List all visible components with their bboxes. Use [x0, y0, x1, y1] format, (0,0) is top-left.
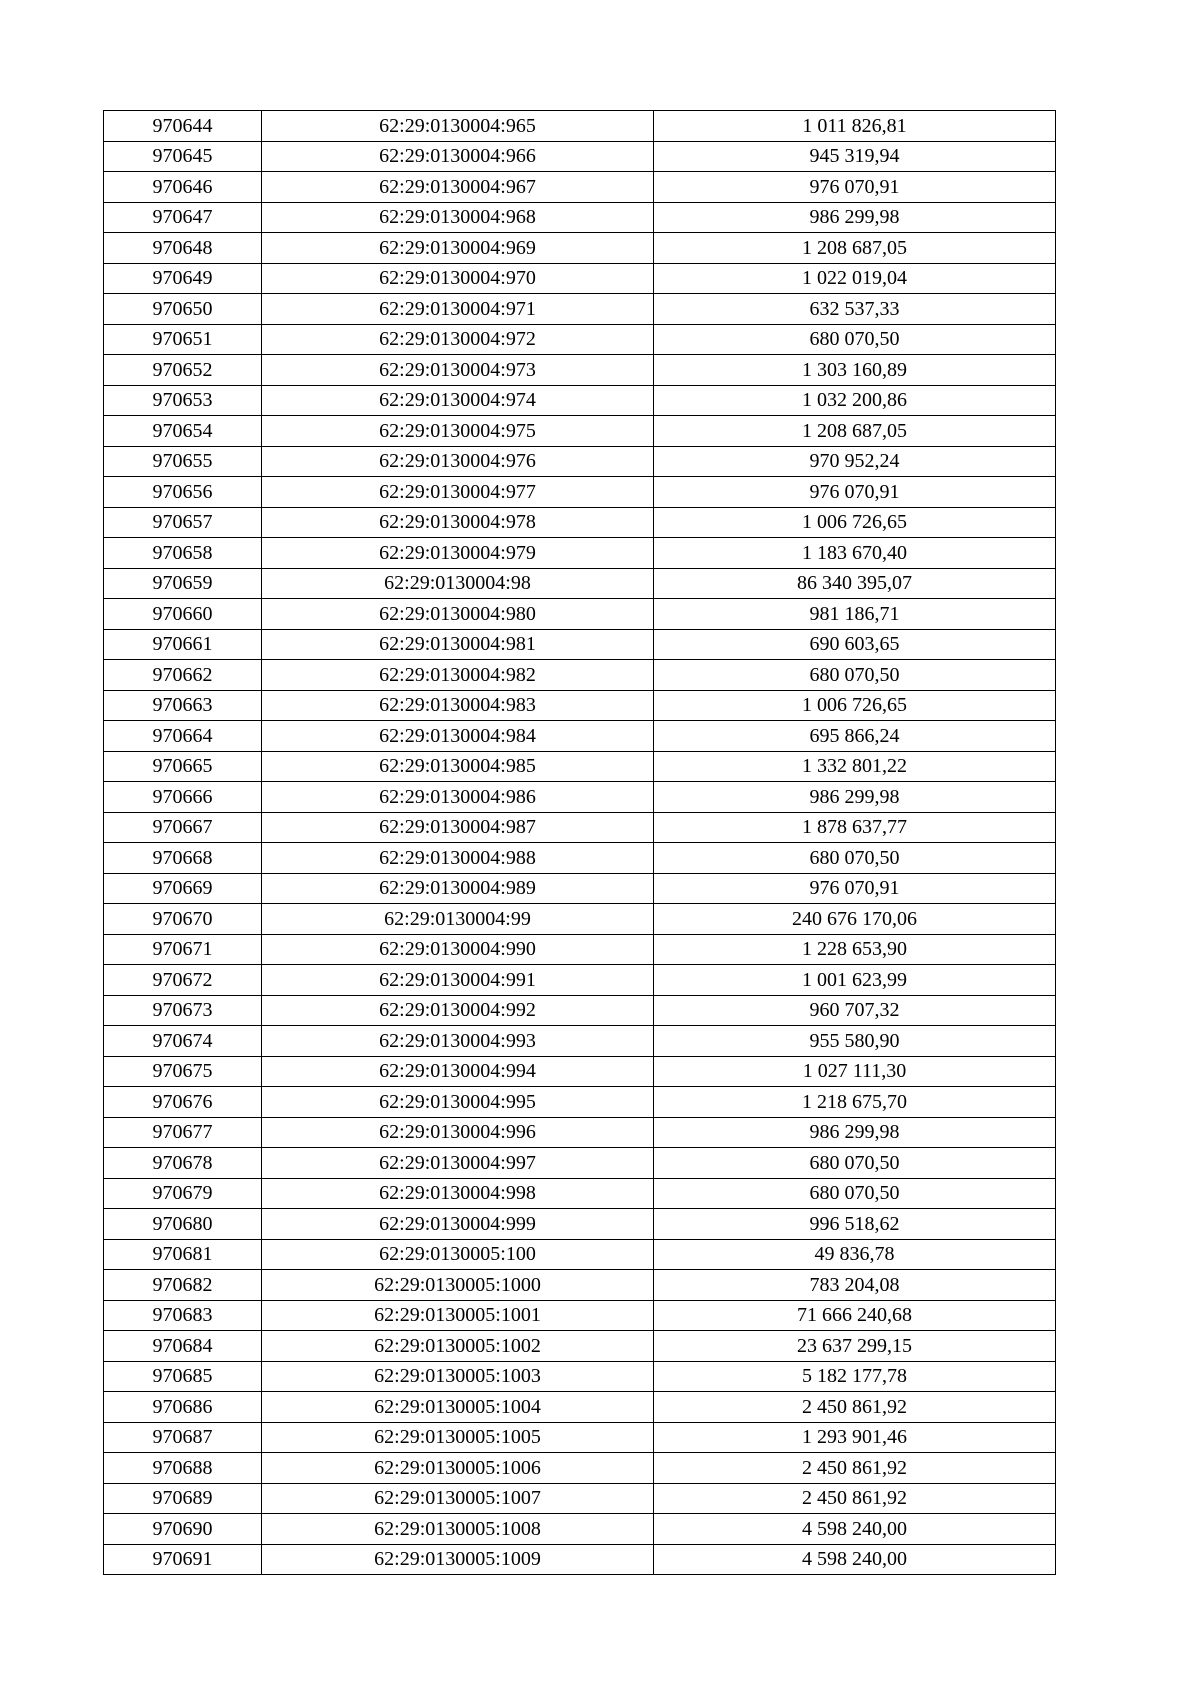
row-number-cell: 970657	[104, 507, 262, 538]
cadastral-value-cell: 955 580,90	[654, 1026, 1056, 1057]
table-row	[104, 965, 1056, 996]
cadastral-value-cell: 986 299,98	[654, 1117, 1056, 1148]
cadastral-number-cell: 62:29:0130004:991	[262, 965, 654, 996]
cadastral-number-cell: 62:29:0130004:974	[262, 385, 654, 416]
cadastral-value-cell: 1 022 019,04	[654, 263, 1056, 294]
cadastral-value-cell: 680 070,50	[654, 1178, 1056, 1209]
row-number-cell: 970682	[104, 1270, 262, 1301]
cadastral-number-cell: 62:29:0130005:1000	[262, 1270, 654, 1301]
table-row	[104, 324, 1056, 355]
cadastral-value-cell: 71 666 240,68	[654, 1300, 1056, 1331]
row-number-cell: 970665	[104, 751, 262, 782]
table-row	[104, 233, 1056, 264]
row-number-cell: 970647	[104, 202, 262, 233]
cadastral-number-cell: 62:29:0130004:992	[262, 995, 654, 1026]
row-number-cell: 970646	[104, 172, 262, 203]
cadastral-value-cell: 240 676 170,06	[654, 904, 1056, 935]
cadastral-number-cell: 62:29:0130004:976	[262, 446, 654, 477]
cadastral-value-cell: 680 070,50	[654, 660, 1056, 691]
cadastral-number-cell: 62:29:0130004:977	[262, 477, 654, 508]
table-row	[104, 141, 1056, 172]
cadastral-value-cell: 976 070,91	[654, 873, 1056, 904]
table-row	[104, 385, 1056, 416]
table-row	[104, 446, 1056, 477]
cadastral-number-cell: 62:29:0130004:975	[262, 416, 654, 447]
cadastral-number-cell: 62:29:0130004:997	[262, 1148, 654, 1179]
cadastral-value-cell: 4 598 240,00	[654, 1544, 1056, 1575]
table-row	[104, 1026, 1056, 1057]
cadastral-value-cell: 86 340 395,07	[654, 568, 1056, 599]
cadastral-value-cell: 960 707,32	[654, 995, 1056, 1026]
cadastral-value-cell: 680 070,50	[654, 843, 1056, 874]
cadastral-number-cell: 62:29:0130004:980	[262, 599, 654, 630]
row-number-cell: 970683	[104, 1300, 262, 1331]
cadastral-number-cell: 62:29:0130004:967	[262, 172, 654, 203]
row-number-cell: 970677	[104, 1117, 262, 1148]
cadastral-value-cell: 783 204,08	[654, 1270, 1056, 1301]
table-row	[104, 172, 1056, 203]
cadastral-value-cell: 680 070,50	[654, 324, 1056, 355]
cadastral-number-cell: 62:29:0130004:985	[262, 751, 654, 782]
cadastral-number-cell: 62:29:0130004:965	[262, 111, 654, 142]
table-row	[104, 1087, 1056, 1118]
cadastral-number-cell: 62:29:0130005:1009	[262, 1544, 654, 1575]
row-number-cell: 970690	[104, 1514, 262, 1545]
row-number-cell: 970662	[104, 660, 262, 691]
row-number-cell: 970669	[104, 873, 262, 904]
row-number-cell: 970680	[104, 1209, 262, 1240]
row-number-cell: 970651	[104, 324, 262, 355]
cadastral-number-cell: 62:29:0130004:993	[262, 1026, 654, 1057]
row-number-cell: 970686	[104, 1392, 262, 1423]
row-number-cell: 970670	[104, 904, 262, 935]
cadastral-value-cell: 4 598 240,00	[654, 1514, 1056, 1545]
row-number-cell: 970671	[104, 934, 262, 965]
row-number-cell: 970664	[104, 721, 262, 752]
row-number-cell: 970685	[104, 1361, 262, 1392]
row-number-cell: 970688	[104, 1453, 262, 1484]
row-number-cell: 970684	[104, 1331, 262, 1362]
cadastral-number-cell: 62:29:0130005:1002	[262, 1331, 654, 1362]
row-number-cell: 970681	[104, 1239, 262, 1270]
cadastral-number-cell: 62:29:0130004:981	[262, 629, 654, 660]
cadastral-value-cell: 2 450 861,92	[654, 1392, 1056, 1423]
table-row	[104, 1422, 1056, 1453]
table-row	[104, 416, 1056, 447]
table-row	[104, 263, 1056, 294]
cadastral-value-cell: 986 299,98	[654, 202, 1056, 233]
table-row	[104, 202, 1056, 233]
cadastral-value-cell: 1 208 687,05	[654, 233, 1056, 264]
cadastral-number-cell: 62:29:0130005:100	[262, 1239, 654, 1270]
cadastral-number-cell: 62:29:0130004:999	[262, 1209, 654, 1240]
cadastral-number-cell: 62:29:0130004:970	[262, 263, 654, 294]
table-row	[104, 812, 1056, 843]
table-row	[104, 1148, 1056, 1179]
row-number-cell: 970649	[104, 263, 262, 294]
cadastral-number-cell: 62:29:0130004:971	[262, 294, 654, 325]
cadastral-value-cell: 1 332 801,22	[654, 751, 1056, 782]
cadastral-number-cell: 62:29:0130004:987	[262, 812, 654, 843]
table-row	[104, 1117, 1056, 1148]
cadastral-value-table	[103, 110, 1056, 1575]
cadastral-value-cell: 1 303 160,89	[654, 355, 1056, 386]
cadastral-number-cell: 62:29:0130004:98	[262, 568, 654, 599]
cadastral-value-cell: 976 070,91	[654, 477, 1056, 508]
cadastral-value-cell: 680 070,50	[654, 1148, 1056, 1179]
cadastral-value-cell: 981 186,71	[654, 599, 1056, 630]
row-number-cell: 970673	[104, 995, 262, 1026]
table-row	[104, 477, 1056, 508]
row-number-cell: 970659	[104, 568, 262, 599]
table-row	[104, 1300, 1056, 1331]
table-row	[104, 507, 1056, 538]
table-row	[104, 1483, 1056, 1514]
row-number-cell: 970691	[104, 1544, 262, 1575]
table-row	[104, 1514, 1056, 1545]
cadastral-value-cell: 2 450 861,92	[654, 1453, 1056, 1484]
cadastral-value-cell: 1 032 200,86	[654, 385, 1056, 416]
cadastral-number-cell: 62:29:0130004:984	[262, 721, 654, 752]
cadastral-number-cell: 62:29:0130004:989	[262, 873, 654, 904]
cadastral-number-cell: 62:29:0130004:995	[262, 1087, 654, 1118]
table-row	[104, 1331, 1056, 1362]
cadastral-number-cell: 62:29:0130005:1006	[262, 1453, 654, 1484]
row-number-cell: 970648	[104, 233, 262, 264]
cadastral-number-cell: 62:29:0130004:973	[262, 355, 654, 386]
row-number-cell: 970644	[104, 111, 262, 142]
cadastral-value-cell: 2 450 861,92	[654, 1483, 1056, 1514]
row-number-cell: 970679	[104, 1178, 262, 1209]
table-row	[104, 1056, 1056, 1087]
table-row	[104, 1239, 1056, 1270]
table-row	[104, 660, 1056, 691]
row-number-cell: 970675	[104, 1056, 262, 1087]
cadastral-number-cell: 62:29:0130004:986	[262, 782, 654, 813]
cadastral-number-cell: 62:29:0130004:982	[262, 660, 654, 691]
table-row	[104, 782, 1056, 813]
table-row	[104, 294, 1056, 325]
table-row	[104, 1544, 1056, 1575]
cadastral-value-cell: 1 878 637,77	[654, 812, 1056, 843]
cadastral-value-cell: 1 208 687,05	[654, 416, 1056, 447]
cadastral-value-cell: 1 218 675,70	[654, 1087, 1056, 1118]
row-number-cell: 970668	[104, 843, 262, 874]
cadastral-number-cell: 62:29:0130005:1004	[262, 1392, 654, 1423]
cadastral-number-cell: 62:29:0130005:1001	[262, 1300, 654, 1331]
row-number-cell: 970661	[104, 629, 262, 660]
cadastral-number-cell: 62:29:0130004:983	[262, 690, 654, 721]
cadastral-number-cell: 62:29:0130004:972	[262, 324, 654, 355]
row-number-cell: 970676	[104, 1087, 262, 1118]
row-number-cell: 970672	[104, 965, 262, 996]
cadastral-number-cell: 62:29:0130004:990	[262, 934, 654, 965]
table-row	[104, 751, 1056, 782]
row-number-cell: 970663	[104, 690, 262, 721]
cadastral-value-cell: 1 001 623,99	[654, 965, 1056, 996]
table-row	[104, 1361, 1056, 1392]
cadastral-value-cell: 986 299,98	[654, 782, 1056, 813]
cadastral-value-cell: 976 070,91	[654, 172, 1056, 203]
table-row	[104, 934, 1056, 965]
cadastral-value-cell: 1 006 726,65	[654, 507, 1056, 538]
cadastral-value-cell: 996 518,62	[654, 1209, 1056, 1240]
table-row	[104, 1270, 1056, 1301]
cadastral-number-cell: 62:29:0130004:994	[262, 1056, 654, 1087]
cadastral-value-cell: 1 011 826,81	[654, 111, 1056, 142]
table-row	[104, 873, 1056, 904]
row-number-cell: 970658	[104, 538, 262, 569]
row-number-cell: 970652	[104, 355, 262, 386]
row-number-cell: 970674	[104, 1026, 262, 1057]
table-row	[104, 355, 1056, 386]
cadastral-value-cell: 5 182 177,78	[654, 1361, 1056, 1392]
row-number-cell: 970650	[104, 294, 262, 325]
table-row	[104, 904, 1056, 935]
row-number-cell: 970689	[104, 1483, 262, 1514]
row-number-cell: 970655	[104, 446, 262, 477]
cadastral-value-cell: 1 183 670,40	[654, 538, 1056, 569]
row-number-cell: 970687	[104, 1422, 262, 1453]
table-row	[104, 568, 1056, 599]
table-body	[104, 111, 1056, 1575]
table-row	[104, 843, 1056, 874]
cadastral-value-cell: 1 006 726,65	[654, 690, 1056, 721]
cadastral-value-cell: 632 537,33	[654, 294, 1056, 325]
cadastral-number-cell: 62:29:0130005:1003	[262, 1361, 654, 1392]
table-row	[104, 629, 1056, 660]
table-row	[104, 599, 1056, 630]
cadastral-number-cell: 62:29:0130004:969	[262, 233, 654, 264]
table-row	[104, 995, 1056, 1026]
table-row	[104, 111, 1056, 142]
cadastral-number-cell: 62:29:0130004:996	[262, 1117, 654, 1148]
cadastral-value-cell: 970 952,24	[654, 446, 1056, 477]
table-row	[104, 538, 1056, 569]
cadastral-value-cell: 1 027 111,30	[654, 1056, 1056, 1087]
cadastral-value-cell: 1 293 901,46	[654, 1422, 1056, 1453]
table-row	[104, 1392, 1056, 1423]
cadastral-number-cell: 62:29:0130004:99	[262, 904, 654, 935]
cadastral-number-cell: 62:29:0130004:978	[262, 507, 654, 538]
row-number-cell: 970656	[104, 477, 262, 508]
row-number-cell: 970660	[104, 599, 262, 630]
cadastral-value-cell: 945 319,94	[654, 141, 1056, 172]
row-number-cell: 970666	[104, 782, 262, 813]
cadastral-value-cell: 23 637 299,15	[654, 1331, 1056, 1362]
cadastral-number-cell: 62:29:0130004:988	[262, 843, 654, 874]
table-row	[104, 1178, 1056, 1209]
cadastral-value-cell: 1 228 653,90	[654, 934, 1056, 965]
cadastral-number-cell: 62:29:0130005:1008	[262, 1514, 654, 1545]
row-number-cell: 970678	[104, 1148, 262, 1179]
cadastral-value-cell: 695 866,24	[654, 721, 1056, 752]
table-row	[104, 721, 1056, 752]
cadastral-number-cell: 62:29:0130005:1007	[262, 1483, 654, 1514]
row-number-cell: 970653	[104, 385, 262, 416]
row-number-cell: 970654	[104, 416, 262, 447]
cadastral-number-cell: 62:29:0130004:998	[262, 1178, 654, 1209]
table-row	[104, 690, 1056, 721]
cadastral-number-cell: 62:29:0130004:968	[262, 202, 654, 233]
cadastral-value-cell: 690 603,65	[654, 629, 1056, 660]
cadastral-number-cell: 62:29:0130005:1005	[262, 1422, 654, 1453]
table-row	[104, 1453, 1056, 1484]
row-number-cell: 970667	[104, 812, 262, 843]
cadastral-number-cell: 62:29:0130004:979	[262, 538, 654, 569]
cadastral-value-cell: 49 836,78	[654, 1239, 1056, 1270]
row-number-cell: 970645	[104, 141, 262, 172]
cadastral-number-cell: 62:29:0130004:966	[262, 141, 654, 172]
table-row	[104, 1209, 1056, 1240]
